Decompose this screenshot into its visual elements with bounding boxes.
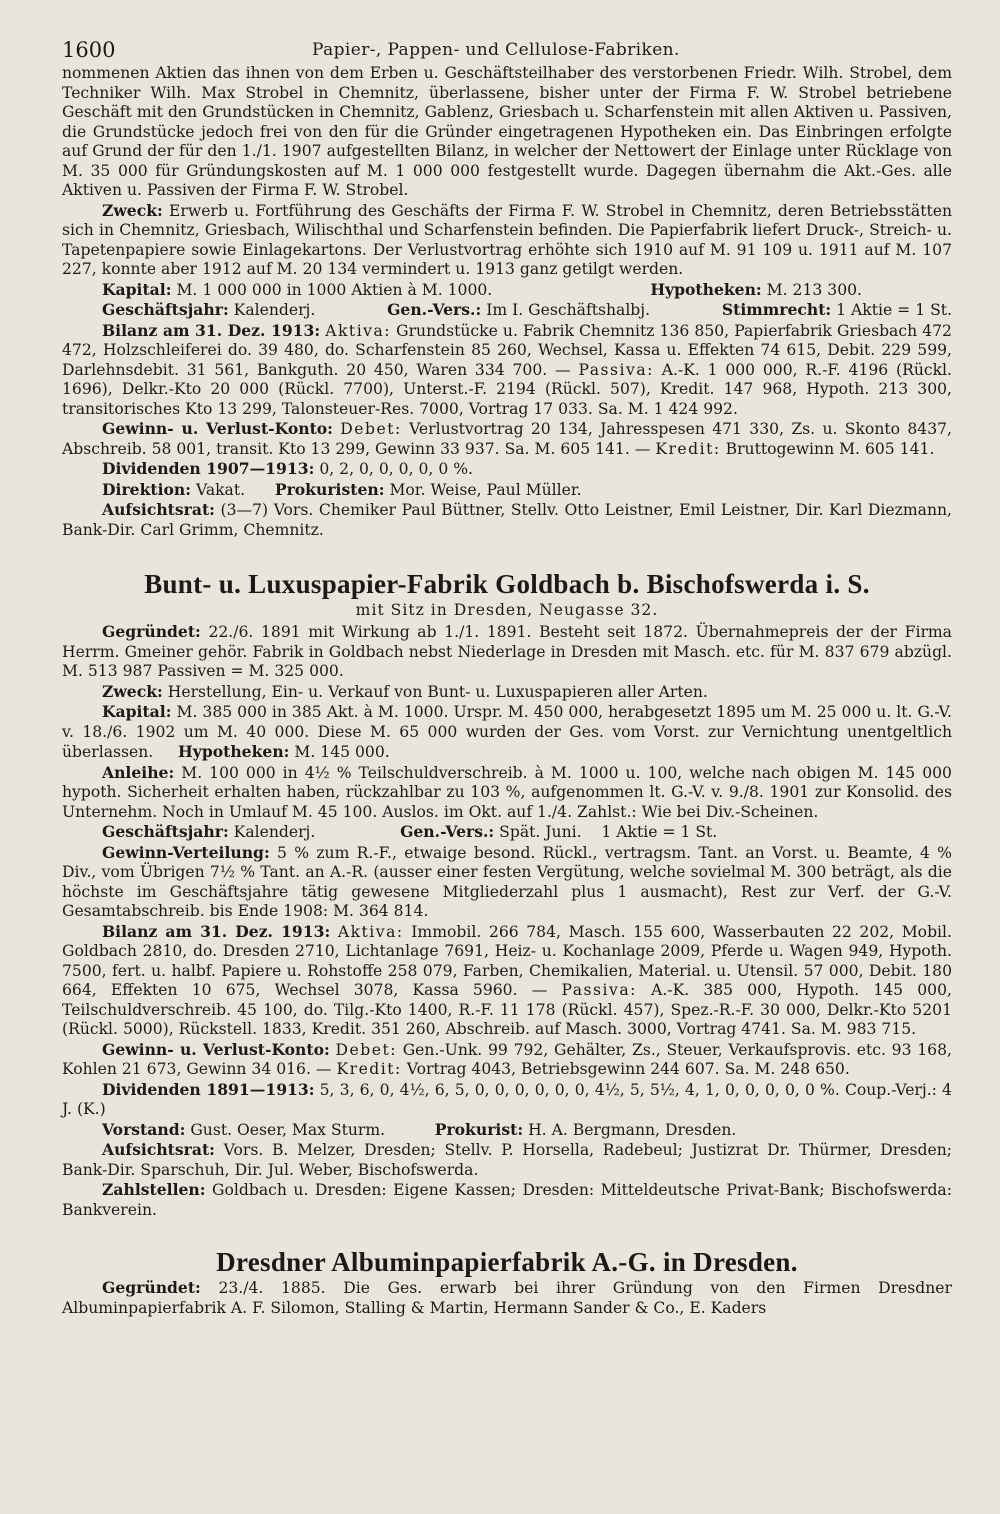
passiva-text: A.-K. 1 000 000, R.-F. 4196 (Rückl. 1696), Delkr.-Kto 20 000 (Rückl. 7700), Unterst.-F. 2194 (Rückl. 507), Kredit. 147 968, Hypoth. 213 300, transitorisches Kto 13 299, Talonsteuer-Res. 7000, Vortrag 17 033. Sa. M. 1 424 992. [62, 360, 953, 418]
strobel-gj [102, 300, 315, 321]
text: 1 Aktie = 1 St. [836, 301, 952, 319]
strobel-section [62, 64, 952, 540]
label: Kapital: [102, 702, 172, 721]
label: Vorstand: [102, 1119, 186, 1139]
label: Gen.-Vers.: [387, 300, 482, 319]
page-header [62, 30, 952, 64]
goldbach-kapital [62, 702, 952, 763]
kredit-label: Kredit: [655, 439, 721, 458]
kredit-label: Kredit: [336, 1060, 402, 1078]
text: 5, 3, 6, 0, 4½, 6, 5, 0, 0, 0, 0, 0, 0, 4½, 5, 5½, 4, 1, 0, 0, 0, 0, 0 %. Coup.-Verj.: 4 J. (K.) [62, 1080, 952, 1118]
goldbach-subtitle: mit Sitz in Dresden, Neugasse 32. [355, 601, 659, 619]
text: Vakat. [195, 480, 246, 499]
label: Direktion: [102, 479, 192, 499]
goldbach-gv [400, 822, 717, 843]
text: 5 % zum R.-F., etwaige besond. Rückl., vertragsm. Tant. an Vorst. u. Beamte, 4 % Div., vom Übrigen 7½ % Tant. an A.-R. (ausser einer festen Vergütung, welche sovielmal M. 300 beträgt, als die höchste im Geschäftsjahre tätig gewesene Mitgliederzahl plus 1 ausmacht), Rest zur Verf. der G.-V. Gesamtabschreib. bis Ende 1908: M. 364 814. [62, 843, 952, 920]
strobel-intro: nommenen Aktien das ihnen von dem Erben u. Geschäftsteilhaber des verstorbenen Friedr. Wilh. Strobel, dem Techniker Wilh. Max Strobel in Chemnitz, überlassene, bisher unter der Firma F. W. Strobel betriebene Geschäft mit den Grundstücken in Chemnitz, Gablenz, Griesbach u. Scharfenstein mit allen Aktiven u. Passiven, die Grundstücke jedoch frei von den für die Gründer eingetragenen Hypotheken ein. Das Einbringen erfolgte auf Grund der für den 1./1. 1907 aufgestellten Bilanz, in welcher der Nettowert der Einlage unter Rücklage von M. 35 000 für Gründungskosten auf M. 1 000 000 festgestellt wurde. Dagegen übernahm die Akt.-Ges. alle Aktiven u. Passiven der Firma F. W. Strobel. [62, 64, 952, 199]
label: Zweck: [102, 681, 163, 701]
goldbach-gewinnverteilung [62, 843, 952, 922]
label: Gewinn- u. Verlust-Konto: [102, 1039, 330, 1059]
goldbach-zahlstellen [62, 1180, 952, 1220]
label: Bilanz am 31. Dez. 1913: [102, 921, 331, 941]
page-number: 1600 [62, 38, 116, 62]
aktiva-text: Grundstücke u. Fabrik Chemnitz 136 850, Papierfabrik Griesbach 472 472, Holzschleiferei do. 39 480, do. Scharfenstein 85 260, Wechsel, Kassa u. Effekten 74 615, Debit. 229 599, Darlehnsdebit. 31 561, Bankguth. 20 450, Waren 334 700. — [62, 321, 952, 379]
text: Goldbach u. Dresden: Eigene Kassen; Dresden: Mitteldeutsche Privat-Bank; Bischofswerda: Bankverein. [62, 1181, 952, 1219]
goldbach-gegruendet [62, 622, 952, 682]
strobel-zweck [62, 201, 952, 280]
label: Gegründet: [102, 622, 201, 641]
goldbach-bilanz [62, 922, 952, 1040]
label: Zahlstellen: [102, 1180, 206, 1199]
label: Stimmrecht: [721, 300, 832, 319]
label: Anleihe: [102, 762, 175, 782]
goldbach-vorstand [62, 1120, 952, 1141]
prok-label: Prokuristen: [274, 479, 385, 499]
strobel-bilanz [62, 321, 952, 420]
text: M. 385 000 in 385 Akt. à M. 1000. Urspr. M. 450 000, herabgesetzt 1895 um M. 25 000 u. lt. G.-V. v. 18./6. 1902 um M. 40 000. Diese M. 65 000 wurden der Ges. vom Vorst. zur Vernichtung unentgeltlich überlassen. [62, 703, 952, 761]
text: Spät. Juni. [499, 823, 582, 841]
label: Gewinn-Verteilung: [102, 842, 270, 862]
text: (3—7) Vors. Chemiker Paul Büttner, Stellv. Otto Leistner, Emil Leistner, Dir. Karl Diezmann, Bank-Dir. Carl Grimm, Chemnitz. [62, 501, 952, 539]
strobel-hypotheken [650, 280, 862, 301]
goldbach-zweck [62, 682, 952, 703]
label: Aufsichtsrat: [102, 500, 215, 519]
label: Gen.-Vers.: [400, 822, 495, 841]
text: Im I. Geschäftshalbj. [486, 301, 651, 319]
strobel-dividenden [62, 459, 952, 480]
label: Gegründet: [102, 1278, 201, 1297]
passiva-label: Passiva: [561, 981, 637, 999]
text: Kalenderj. [233, 301, 316, 319]
goldbach-gj [102, 822, 315, 843]
debet-text: Gen.-Unk. 99 792, Gehälter, Zs., Steuer, Verkaufsprovis. etc. 93 168, Kohlen 21 673, Gewinn 34 016. — [62, 1040, 952, 1078]
text: M. 213 300. [766, 280, 862, 299]
text: Herstellung, Ein- u. Verkauf von Bunt- u. Luxuspapieren aller Arten. [167, 682, 708, 701]
label: Aufsichtsrat: [102, 1140, 215, 1159]
aktiva-label: Aktiva: [337, 922, 404, 941]
running-head: Papier-, Pappen- und Cellulose-Fabriken. [312, 40, 680, 60]
text: 0, 2, 0, 0, 0, 0, 0 %. [319, 460, 473, 478]
label: Dividenden 1891—1913: [102, 1079, 315, 1099]
hyp-label: Hypotheken: [178, 742, 290, 761]
albumin-title: Dresdner Albuminpapierfabrik A.-G. in Dresden. [216, 1247, 798, 1277]
goldbach-section [62, 568, 952, 1220]
text: Kalenderj. [233, 823, 316, 841]
label: Zweck: [102, 200, 163, 220]
prokurist-label: Prokurist: [434, 1119, 524, 1139]
goldbach-anleihe [62, 763, 952, 823]
hyp-text: M. 145 000. [294, 743, 390, 761]
albumin-section [62, 1246, 952, 1318]
passiva-label: Passiva: [578, 360, 654, 379]
strobel-direktion [62, 480, 952, 501]
strobel-gj-row [62, 300, 952, 321]
text: Gust. Oeser, Max Sturm. [190, 1120, 386, 1139]
goldbach-aufsichtsrat [62, 1140, 952, 1180]
strobel-stimm [722, 300, 952, 321]
strobel-kapital-row [62, 280, 952, 301]
kredit-text: Vortrag 4043, Betriebsgewinn 244 607. Sa. M. 248 650. [406, 1060, 850, 1078]
stimm-text: 1 Aktie = 1 St. [601, 823, 718, 841]
debet-label: Debet: [335, 1040, 397, 1059]
strobel-gv [387, 300, 650, 321]
text: M. 100 000 in 4½ % Teilschuldverschreib. à M. 1000 u. 100, welche nach obigen M. 145 000 hypoth. Sicherheit erhalten haben, rückzahlbar zu 103 %, aufgenommen lt. G.-V. v. 9./8. 1901 zur Konsolid. des Unternehm. Noch in Umlauf M. 45 100. Auslos. im Okt. auf 1./4. Zahlst.: Wie bei Div.-Scheinen. [62, 763, 952, 821]
aktiva-text: Immobil. 266 784, Masch. 155 600, Wasserbauten 22 202, Mobil. Goldbach 2810, do. Dresden 2710, Lichtanlage 7691, Heiz- u. Kochanlage 2009, Pferde u. Wagen 949, Hypoth. 7500, fert. u. halbf. Papiere u. Rohstoffe 258 079, Farben, Chemikalien, Material. u. Utensil. 57 000, Debit. 180 664, Effekten 10 675, Wechsel 3078, Kassa 5960. — [62, 922, 952, 999]
label: Hypotheken: [650, 279, 762, 299]
label: Dividenden 1907—1913: [102, 459, 315, 478]
kredit-text: Bruttogewinn M. 605 141. [725, 439, 935, 458]
albumin-gegruendet [62, 1278, 952, 1318]
prokurist-text: H. A. Bergmann, Dresden. [528, 1120, 737, 1139]
goldbach-title: Bunt- u. Luxuspapier-Fabrik Goldbach b. Bischofswerda i. S. [144, 569, 870, 599]
prok-text: Mor. Weise, Paul Müller. [389, 480, 582, 499]
strobel-guv [62, 419, 952, 459]
text: M. 1 000 000 in 1000 Aktien à M. 1000. [176, 280, 493, 299]
text: 22./6. 1891 mit Wirkung ab 1./1. 1891. Besteht seit 1872. Übernahmepreis der der Firma Herrm. Gmeiner gehör. Fabrik in Goldbach nebst Niederlage in Dresden mit Masch. etc. für M. 837 679 abzügl. M. 513 987 Passiven = M. 325 000. [62, 623, 952, 680]
goldbach-gj-row [62, 822, 952, 843]
label: Kapital: [102, 279, 172, 299]
debet-label: Debet: [340, 420, 402, 438]
strobel-aufsichtsrat [62, 500, 952, 540]
text: Vors. B. Melzer, Dresden; Stellv. P. Horsella, Radebeul; Justizrat Dr. Thürmer, Dresden; Bank-Dir. Sparschuh, Dir. Jul. Weber, Bischofswerda. [62, 1141, 952, 1179]
passiva-text: A.-K. 385 000, Hypoth. 145 000, Teilschuldverschreib. 45 100, do. Tilg.-Kto 1400, R.-F. 11 178 (Rückl. 457), Spez.-R.-F. 30 000, Delkr.-Kto 5201 (Rückl. 5000), Rückstell. 1833, Kredit. 351 260, Abschreib. auf Masch. 3000, Vortrag 4741. Sa. M. 983 715. [62, 981, 952, 1038]
goldbach-dividenden [62, 1080, 952, 1120]
text: Erwerb u. Fortführung des Geschäfts der Firma F. W. Strobel in Chemnitz, deren Betriebsstätten sich in Chemnitz, Griesbach, Wilischthal und Scharfenstein befinden. Die Papierfabrik liefert Druck-, Streich- u. Tapetenpapiere sowie Einlagekartons. Der Verlustvortrag erhöhte sich 1910 auf M. 91 109 u. 1911 auf M. 107 227, konnte aber 1912 auf M. 20 134 vermindert u. 1913 ganz getilgt werden. [62, 201, 953, 278]
goldbach-guv [62, 1040, 952, 1080]
text: 23./4. 1885. Die Ges. erwarb bei ihrer Gründung von den Firmen Dresdner Albuminpapierfabrik A. F. Silomon, Stalling & Martin, Hermann Sander & Co., E. Kaders [62, 1279, 952, 1317]
label: Gewinn- u. Verlust-Konto: [102, 419, 333, 438]
label: Bilanz am 31. Dez. 1913: [102, 320, 321, 340]
debet-text: Verlustvortrag 20 134, Jahresspesen 471 330, Zs. u. Skonto 8437, Abschreib. 58 001, transit. Kto 13 299, Gewinn 33 937. Sa. M. 605 141. — [62, 420, 952, 458]
strobel-kapital [102, 280, 492, 301]
label: Geschäftsjahr: [102, 822, 229, 841]
aktiva-label: Aktiva: [325, 321, 392, 340]
label: Geschäftsjahr: [102, 300, 229, 319]
